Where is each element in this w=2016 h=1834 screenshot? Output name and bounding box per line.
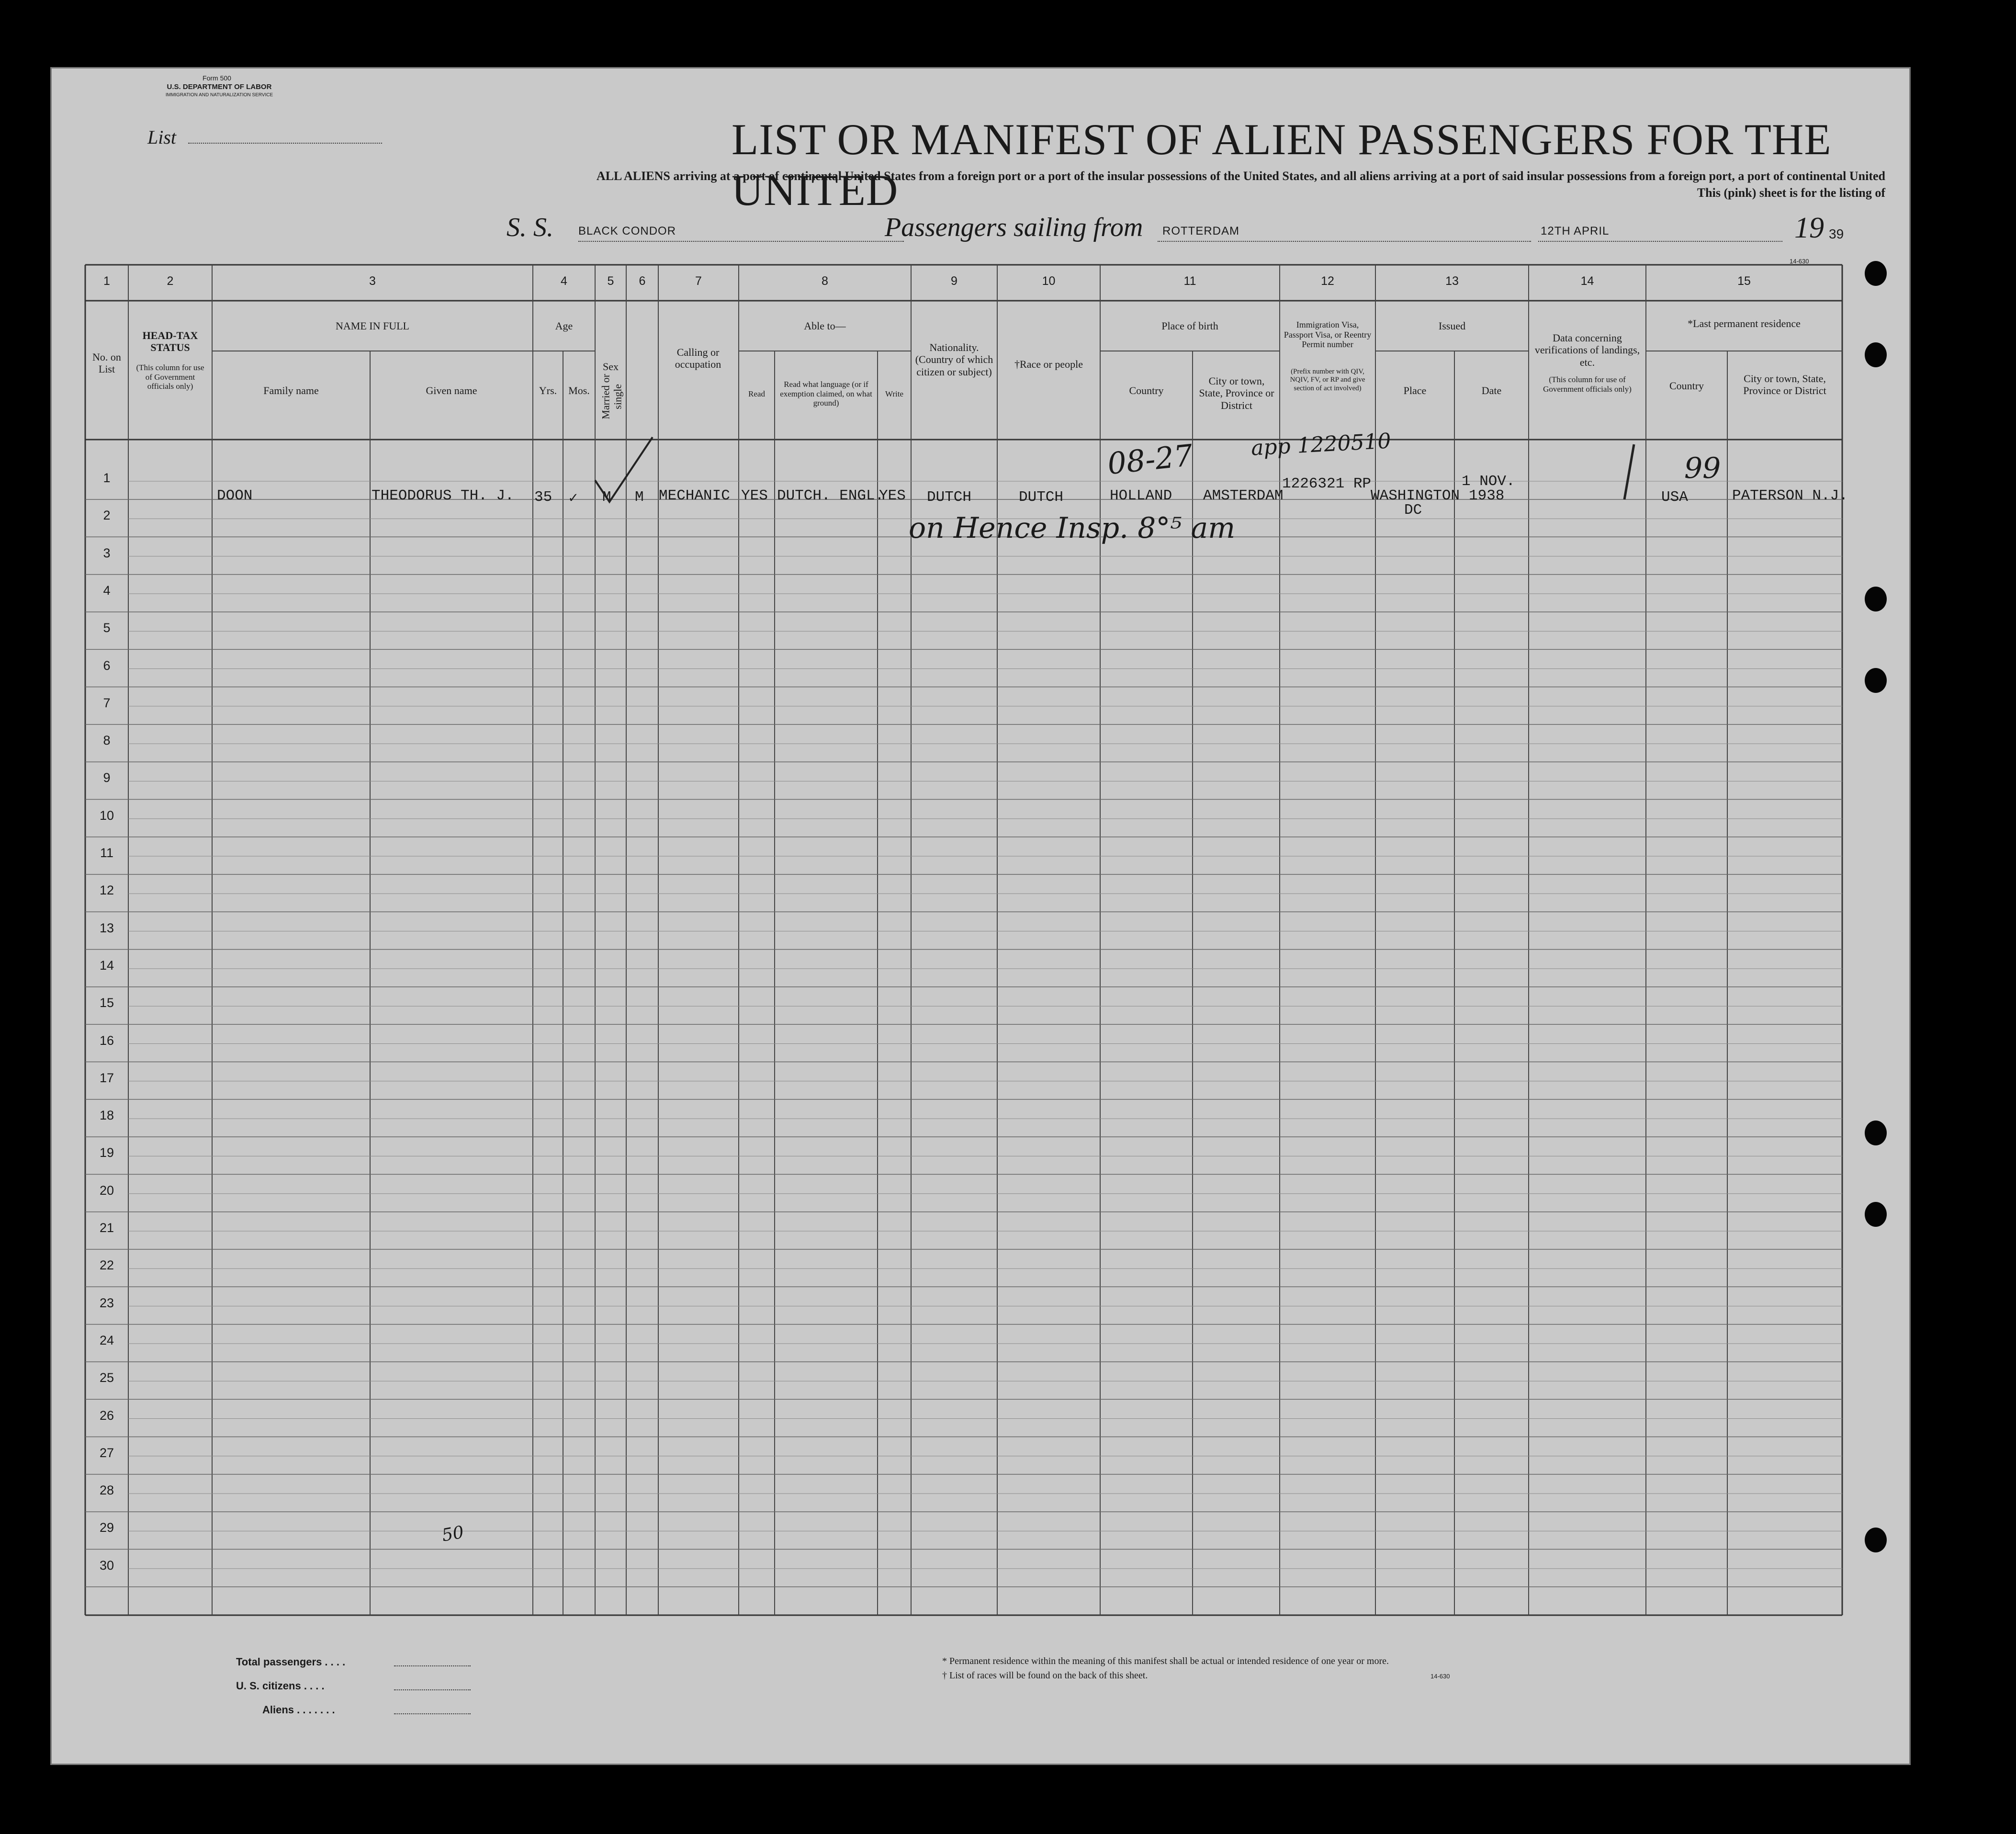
row-number: 13 [99, 920, 114, 935]
passenger-residence-country: USA [1661, 489, 1688, 506]
header-res-country: Country [1669, 380, 1704, 392]
row-number: 16 [99, 1033, 114, 1048]
aliens-line [394, 1713, 471, 1714]
manifest-sheet [50, 67, 1911, 1765]
row-number: 30 [99, 1558, 114, 1573]
header-issued: Issued [1438, 320, 1466, 332]
us-citizens-line [394, 1689, 471, 1690]
col-number: 6 [639, 274, 646, 288]
col-number: 11 [1183, 274, 1196, 288]
header-res-city: City or town, State, Province or District [1743, 373, 1826, 397]
header-last-residence: *Last permanent residence [1688, 317, 1801, 329]
row-number: 28 [99, 1483, 114, 1498]
binder-hole [1865, 1202, 1887, 1227]
row-number: 12 [99, 883, 114, 898]
row-number: 22 [99, 1258, 114, 1273]
row-number: 6 [103, 658, 111, 673]
passenger-sex: M [602, 489, 611, 506]
handwritten-page-number: 50 [440, 1522, 466, 1546]
header-head-tax-note: (This column for use of Government officials only) [136, 363, 204, 391]
passenger-language: DUTCH. ENGL. [777, 487, 884, 504]
col-number: 12 [1321, 274, 1334, 288]
list-label: List [147, 126, 177, 148]
row-number: 5 [103, 621, 111, 635]
header-mos: Mos. [568, 385, 590, 396]
header-place-of-birth: Place of birth [1161, 320, 1218, 332]
row-number: 24 [99, 1333, 114, 1347]
binder-hole [1865, 1528, 1887, 1552]
row-number: 23 [99, 1295, 114, 1310]
row-number: 25 [99, 1370, 114, 1385]
form-number: Form 500 [203, 74, 231, 82]
binder-hole [1865, 668, 1887, 693]
row-number: 8 [103, 733, 111, 748]
header-write: Write [885, 389, 904, 398]
binder-hole [1865, 261, 1887, 286]
handwritten-residence-code: 99 [1684, 452, 1721, 485]
header-family-name: Family name [263, 385, 319, 396]
header-given-name: Given name [426, 385, 477, 396]
row-number: 9 [103, 770, 111, 785]
checkmark-icon [590, 435, 657, 511]
row-number: 2 [103, 508, 111, 523]
passenger-nationality: DUTCH [927, 489, 972, 506]
col-number: 3 [369, 274, 376, 288]
row-number: 29 [99, 1520, 114, 1535]
department-name: U.S. DEPARTMENT OF LABOR [167, 83, 272, 91]
header-issued-place: Place [1403, 385, 1427, 396]
col-number: 10 [1042, 274, 1056, 288]
tick-mark-icon [1620, 442, 1639, 504]
col-number: 1 [103, 274, 110, 288]
header-married: Married or single [599, 374, 624, 419]
header-no-on-list: No. on List [92, 351, 121, 375]
header-data-concerning: Data concerning verifications of landings, etc. [1534, 332, 1640, 368]
ship-name: BLACK CONDOR [578, 225, 676, 238]
footer-code: 14-630 [1430, 1673, 1450, 1680]
passenger-issued-date: 1 NOV. [1462, 473, 1515, 490]
binder-hole [1865, 1121, 1887, 1145]
passenger-given-name: THEODORUS TH. J. [372, 487, 514, 504]
total-passengers-line [394, 1665, 471, 1666]
passenger-read: YES [741, 487, 768, 504]
passenger-issued-place: WASHINGTON [1371, 487, 1460, 504]
header-visa-note: (Prefix number with QIV, NQIV, FV, or RP and give section of act involved) [1290, 368, 1365, 392]
header-calling: Calling or occupation [675, 346, 721, 371]
row-number: 20 [99, 1183, 114, 1198]
header-data-note: (This column for use of Government officials only) [1543, 375, 1632, 394]
header-sex: Sex [603, 361, 619, 373]
passenger-family-name: DOON [217, 487, 253, 504]
header-birth-country: Country [1129, 385, 1164, 396]
sailing-date: 12TH APRIL [1541, 225, 1610, 238]
header-yrs: Yrs. [539, 385, 557, 396]
header-race: †Race or people [1014, 358, 1083, 370]
row-number: 11 [100, 846, 114, 860]
passenger-residence-city: PATERSON N.J. [1732, 487, 1848, 504]
sailing-port: ROTTERDAM [1162, 225, 1239, 238]
col-number: 8 [822, 274, 828, 288]
row-number: 27 [99, 1445, 114, 1460]
header-able-to: Able to— [804, 320, 846, 332]
passenger-write: YES [879, 487, 906, 504]
year-suffix: 39 [1829, 226, 1844, 241]
service-name: IMMIGRATION AND NATURALIZATION SERVICE [165, 92, 273, 98]
header-name-in-full: NAME IN FULL [336, 320, 409, 332]
col-number: 7 [695, 274, 702, 288]
passenger-birth-city: AMSTERDAM [1203, 487, 1284, 504]
sailing-label: Passengers sailing from [885, 213, 1143, 242]
ss-label: S. S. [507, 213, 553, 242]
passenger-race: DUTCH [1019, 489, 1064, 506]
instruction-line-1: ALL ALIENS arriving at a port of continental United States from a foreign port or a port of the insular possessions of the United States, and all aliens arriving at a port of said insular possessions from a foreign port, a port of continental United [596, 169, 1885, 183]
row-number: 15 [99, 996, 114, 1010]
passenger-visa-number: 1226321 RP [1282, 475, 1372, 492]
header-visa: Immigration Visa, Passport Visa, or Reentry Permit number [1284, 320, 1372, 350]
row-number: 3 [103, 545, 111, 560]
passenger-occupation: MECHANIC [659, 487, 730, 504]
passenger-age-months: ✓ [569, 490, 578, 507]
header-issued-date: Date [1481, 385, 1502, 396]
footer-note-races: † List of races will be found on the back of this sheet. [942, 1670, 1148, 1681]
footer-aliens: Aliens . . . . . . . [262, 1704, 335, 1716]
row-number: 21 [99, 1221, 114, 1235]
manifest-title: LIST OR MANIFEST OF ALIEN PASSENGERS FOR THE UNITED [732, 115, 1832, 215]
header-birth-city: City or town, State, Province or District [1199, 375, 1274, 411]
row-number: 19 [99, 1145, 114, 1160]
passenger-age-years: 35 [534, 489, 552, 506]
passenger-issued-place-2: DC [1404, 502, 1422, 519]
col-number: 13 [1445, 274, 1459, 288]
footer-note-residence: * Permanent residence within the meaning of this manifest shall be actual or intended residence of one year or more. [942, 1656, 1389, 1666]
row-number: 7 [103, 695, 111, 710]
passenger-issued-year: 1938 [1469, 487, 1505, 504]
print-code: 14-630 [1790, 258, 1809, 265]
row-number: 4 [103, 583, 111, 598]
row-number: 26 [99, 1408, 114, 1423]
col-number: 5 [607, 274, 614, 288]
passenger-birth-country: HOLLAND [1110, 487, 1172, 504]
header-head-tax: HEAD-TAX STATUS [142, 329, 198, 354]
header-age: Age [555, 320, 573, 332]
col-number: 2 [167, 274, 174, 288]
binder-hole [1865, 342, 1887, 367]
handwritten-birth-code: 08-27 [1105, 437, 1195, 482]
year-prefix: 19 [1794, 212, 1824, 244]
row-number: 17 [99, 1070, 114, 1085]
instruction-line-2: This (pink) sheet is for the listing of [1697, 186, 1885, 200]
row-number: 1 [103, 471, 111, 485]
binder-hole [1865, 587, 1887, 611]
row-number: 18 [99, 1108, 114, 1123]
col-number: 9 [951, 274, 957, 288]
col-number: 15 [1737, 274, 1751, 288]
passenger-married: M [635, 489, 644, 506]
handwritten-row2-note: on Hence Insp. 8°⁵ am [909, 511, 1236, 545]
row-number: 10 [99, 808, 114, 823]
header-nationality: Nationality. (Country of which citizen or subject) [915, 341, 993, 378]
footer-total-passengers: Total passengers . . . . [236, 1656, 346, 1668]
handwritten-visa-note: app 1220510 [1250, 429, 1392, 461]
header-read-what: Read what language (or if exemption claimed, on what ground) [780, 380, 872, 408]
col-number: 4 [561, 274, 567, 288]
col-number: 14 [1580, 274, 1594, 288]
row-number: 14 [99, 958, 114, 973]
footer-us-citizens: U. S. citizens . . . . [236, 1680, 325, 1692]
header-read: Read [748, 389, 765, 398]
